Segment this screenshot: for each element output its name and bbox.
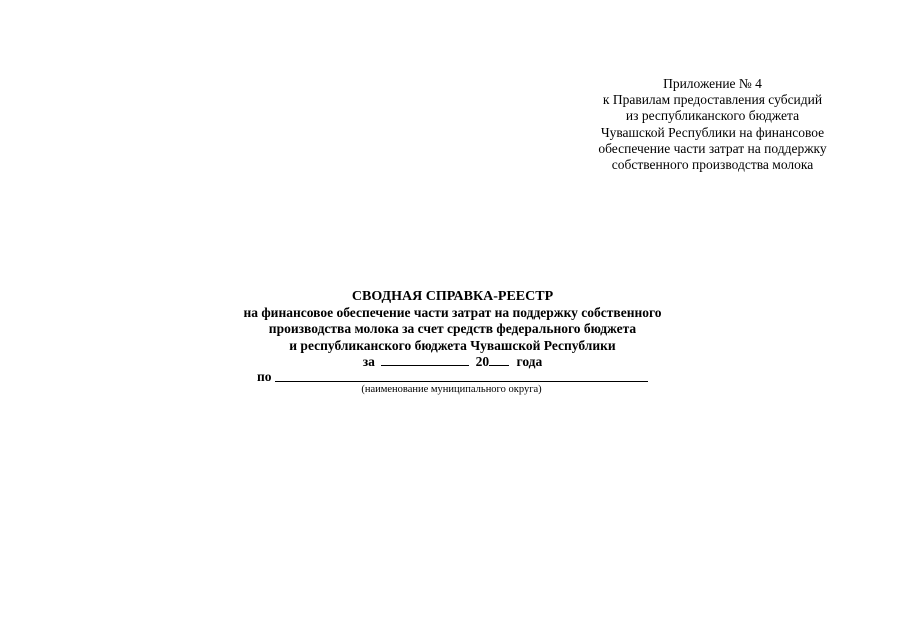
period-line [180,354,725,370]
municipal-district-caption: (наименование муниципального округа) [361,384,542,395]
appendix-line: Приложение № 4 [663,76,762,91]
document-subtitle-line: производства молока за счет средств федерального бюджета [268,321,637,337]
document-subtitle-line: и республиканского бюджета Чувашской Республики [289,337,616,353]
period-year-prefix: 20 [475,353,490,369]
appendix-line: из республиканского бюджета [625,108,800,124]
title-block [180,289,725,370]
document-subtitle-line: на финансовое обеспечение части затрат на поддержку собственного [243,305,662,321]
appendix-line: к Правилам предоставления субсидий [602,92,823,108]
period-prefix: за [362,353,375,369]
period-year-blank[interactable] [489,364,509,366]
period-month-blank[interactable] [381,364,469,366]
appendix-line: собственного производства молока [611,157,814,173]
period-suffix: года [516,353,543,369]
municipal-district-blank[interactable] [275,381,648,382]
appendix-line: обеспечение части затрат на поддержку [598,140,827,156]
appendix-header [560,76,865,173]
document-title: СВОДНАЯ СПРАВКА-РЕЕСТР [351,289,554,304]
appendix-line: Чувашской Республики на финансовое [600,124,825,140]
by-prefix: по [257,369,272,384]
